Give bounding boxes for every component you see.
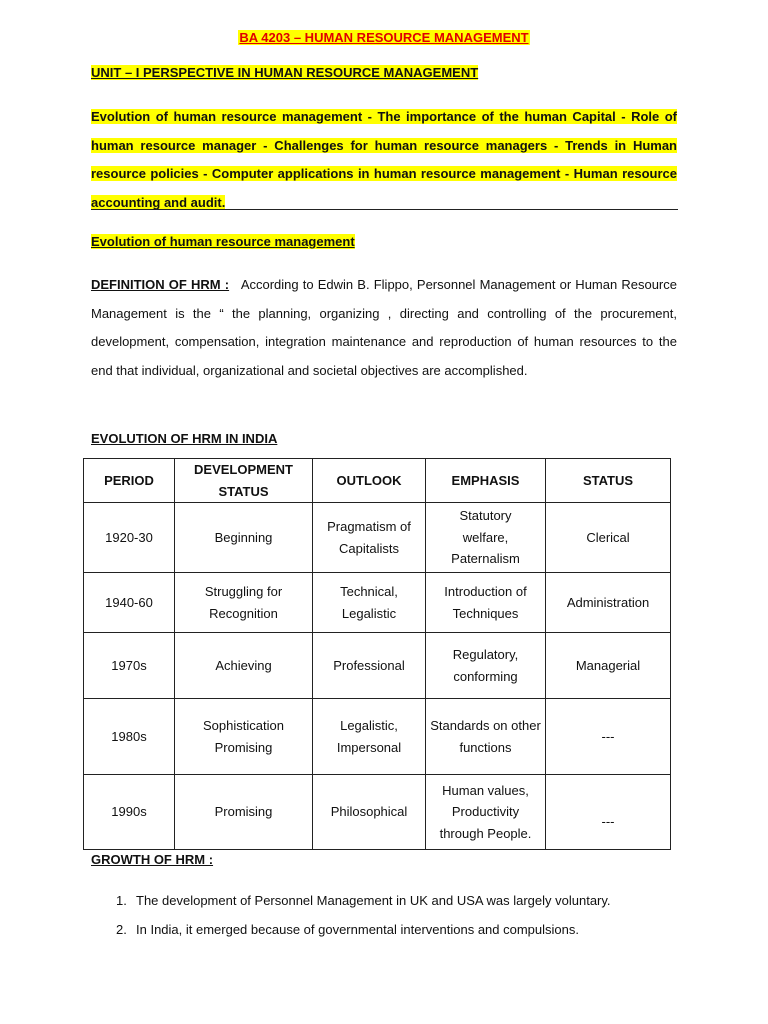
- list-number: 2.: [116, 922, 127, 937]
- cell-emphasis: Human values, Productivity through People.: [426, 775, 546, 850]
- definition-text: According to Edwin B. Flippo, Personnel Management or Human Resource Management is the “ the planning, organizing , directing and controlling of the procurement, development, compensation, integration maintenance and reproduction of human resources to the end that individual, organizational and societal objectives are accomplished.: [91, 277, 677, 378]
- cell-outlook: Philosophical: [313, 775, 426, 850]
- list-text: The development of Personnel Management in UK and USA was largely voluntary.: [136, 893, 611, 908]
- table-heading: EVOLUTION OF HRM IN INDIA: [91, 431, 278, 446]
- cell-outlook: Pragmatism of Capitalists: [313, 503, 426, 573]
- cell-status: ---: [546, 775, 671, 850]
- cell-period: 1920-30: [84, 503, 175, 573]
- cell-development-status: Beginning: [175, 503, 313, 573]
- header-cell: OUTLOOK: [313, 459, 426, 503]
- cell-development-status: Achieving: [175, 633, 313, 699]
- cell-status: Clerical: [546, 503, 671, 573]
- cell-emphasis: Regulatory, conforming: [426, 633, 546, 699]
- course-title: [0, 30, 768, 45]
- cell-status: Managerial: [546, 633, 671, 699]
- cell-period: 1970s: [84, 633, 175, 699]
- table-row: [84, 633, 671, 699]
- list-item: [116, 893, 611, 908]
- cell-emphasis: Standards on other functions: [426, 699, 546, 775]
- table-row: [84, 699, 671, 775]
- cell-development-status: Sophistication Promising: [175, 699, 313, 775]
- cell-outlook: Legalistic, Impersonal: [313, 699, 426, 775]
- cell-emphasis: Introduction of Techniques: [426, 573, 546, 633]
- cell-outlook: Professional: [313, 633, 426, 699]
- header-cell: EMPHASIS: [426, 459, 546, 503]
- cell-period: 1980s: [84, 699, 175, 775]
- header-cell: PERIOD: [84, 459, 175, 503]
- table-row: [84, 503, 671, 573]
- syllabus-paragraph: [91, 103, 677, 217]
- table-row: [84, 573, 671, 633]
- list-text: In India, it emerged because of governmental interventions and compulsions.: [136, 922, 579, 937]
- horizontal-rule: [91, 209, 678, 210]
- growth-heading: GROWTH OF HRM :: [91, 852, 214, 867]
- definition-label: DEFINITION OF HRM :: [91, 277, 230, 292]
- header-cell: STATUS: [546, 459, 671, 503]
- header-cell: DEVELOPMENT STATUS: [175, 459, 313, 503]
- table-header-row: [84, 459, 671, 503]
- cell-status: ---: [546, 699, 671, 775]
- cell-development-status: Struggling for Recognition: [175, 573, 313, 633]
- definition-paragraph: [91, 271, 677, 385]
- table-row: [84, 775, 671, 850]
- list-number: 1.: [116, 893, 127, 908]
- cell-emphasis: Statutory welfare, Paternalism: [426, 503, 546, 573]
- evolution-table: [83, 458, 671, 850]
- unit-title: UNIT – I PERSPECTIVE IN HUMAN RESOURCE MANAGEMENT: [91, 65, 479, 80]
- list-item: [116, 922, 579, 937]
- cell-development-status: Promising: [175, 775, 313, 850]
- section-heading: [91, 234, 355, 249]
- cell-outlook: Technical, Legalistic: [313, 573, 426, 633]
- cell-period: 1990s: [84, 775, 175, 850]
- cell-period: 1940-60: [84, 573, 175, 633]
- course-title-text: BA 4203 – HUMAN RESOURCE MANAGEMENT: [239, 30, 529, 45]
- section-heading-text: Evolution of human resource management: [91, 234, 355, 249]
- cell-status: Administration: [546, 573, 671, 633]
- syllabus-text: Evolution of human resource management - The importance of the human Capital - Role of human resource manager - Challenges for human resource managers - Trends in Human resource policies - Computer applications in human resource management - Human resource accounting and audit.: [91, 109, 677, 210]
